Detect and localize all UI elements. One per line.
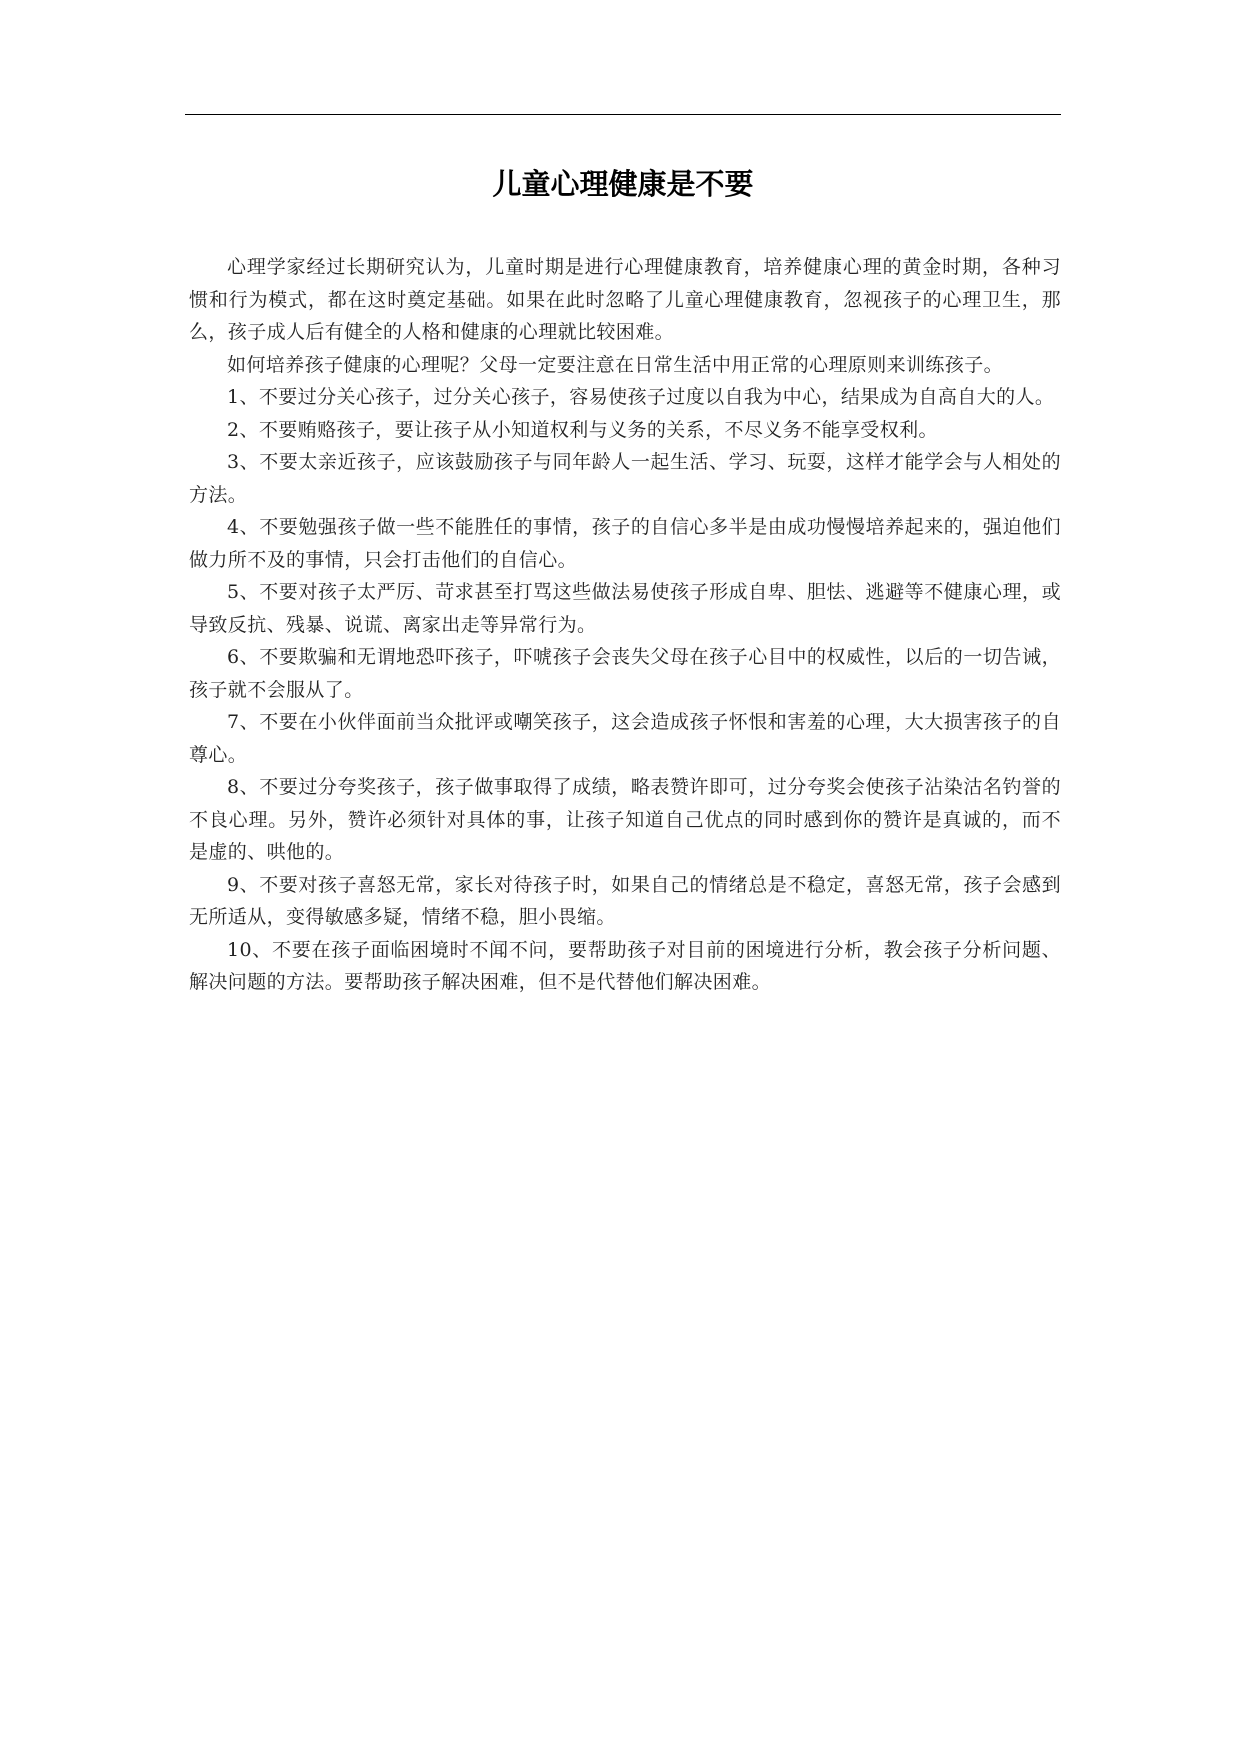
list-item-2: 2、不要贿赂孩子，要让孩子从小知道权利与义务的关系，不尽义务不能享受权利。	[227, 418, 938, 441]
list-item-5: 5、不要对孩子太严厉、苛求甚至打骂这些做法易使孩子形成自卑、胆怯、逃避等不健康心理，或导致反抗、残暴、说谎、离家出走等异常行为。	[189, 581, 1061, 636]
list-item-3: 3、不要太亲近孩子，应该鼓励孩子与同年龄人一起生活、学习、玩耍，这样才能学会与人相处的方法。	[189, 451, 1061, 506]
question-paragraph: 如何培养孩子健康的心理呢？父母一定要注意在日常生活中用正常的心理原则来训练孩子。	[227, 353, 1004, 376]
intro-paragraph: 心理学家经过长期研究认为，儿童时期是进行心理健康教育，培养健康心理的黄金时期，各种习惯和行为模式，都在这时奠定基础。如果在此时忽略了儿童心理健康教育，忽视孩子的心理卫生，那么，孩子成人后有健全的人格和健康的心理就比较困难。	[189, 256, 1061, 343]
list-item-1: 1、不要过分关心孩子，过分关心孩子，容易使孩子过度以自我为中心，结果成为自高自大的人。	[227, 386, 1055, 408]
list-item-9: 9、不要对孩子喜怒无常，家长对待孩子时，如果自己的情绪总是不稳定，喜怒无常，孩子会感到无所适从，变得敏感多疑，情绪不稳，胆小畏缩。	[189, 873, 1061, 928]
list-item-10: 10、不要在孩子面临困境时不闻不问，要帮助孩子对目前的困境进行分析，教会孩子分析问题、解决问题的方法。要帮助孩子解决困难，但不是代替他们解决困难。	[189, 938, 1061, 993]
list-item-8: 8、不要过分夸奖孩子，孩子做事取得了成绩，略表赞许即可，过分夸奖会使孩子沾染沽名钓誉的不良心理。另外，赞许必须针对具体的事，让孩子知道自己优点的同时感到你的赞许是真诚的，而不是虚的、哄他的。	[189, 776, 1061, 863]
list-item-4: 4、不要勉强孩子做一些不能胜任的事情，孩子的自信心多半是由成功慢慢培养起来的，强迫他们做力所不及的事情，只会打击他们的自信心。	[189, 516, 1061, 571]
list-item-7: 7、不要在小伙伴面前当众批评或嘲笑孩子，这会造成孩子怀恨和害羞的心理，大大损害孩子的自尊心。	[189, 711, 1061, 766]
document-body	[189, 251, 1061, 999]
header-rule	[185, 114, 1061, 115]
list-item-6: 6、不要欺骗和无谓地恐吓孩子，吓唬孩子会丧失父母在孩子心目中的权威性，以后的一切告诫，孩子就不会服从了。	[189, 646, 1061, 701]
document-title: 儿童心理健康是不要	[492, 167, 754, 201]
